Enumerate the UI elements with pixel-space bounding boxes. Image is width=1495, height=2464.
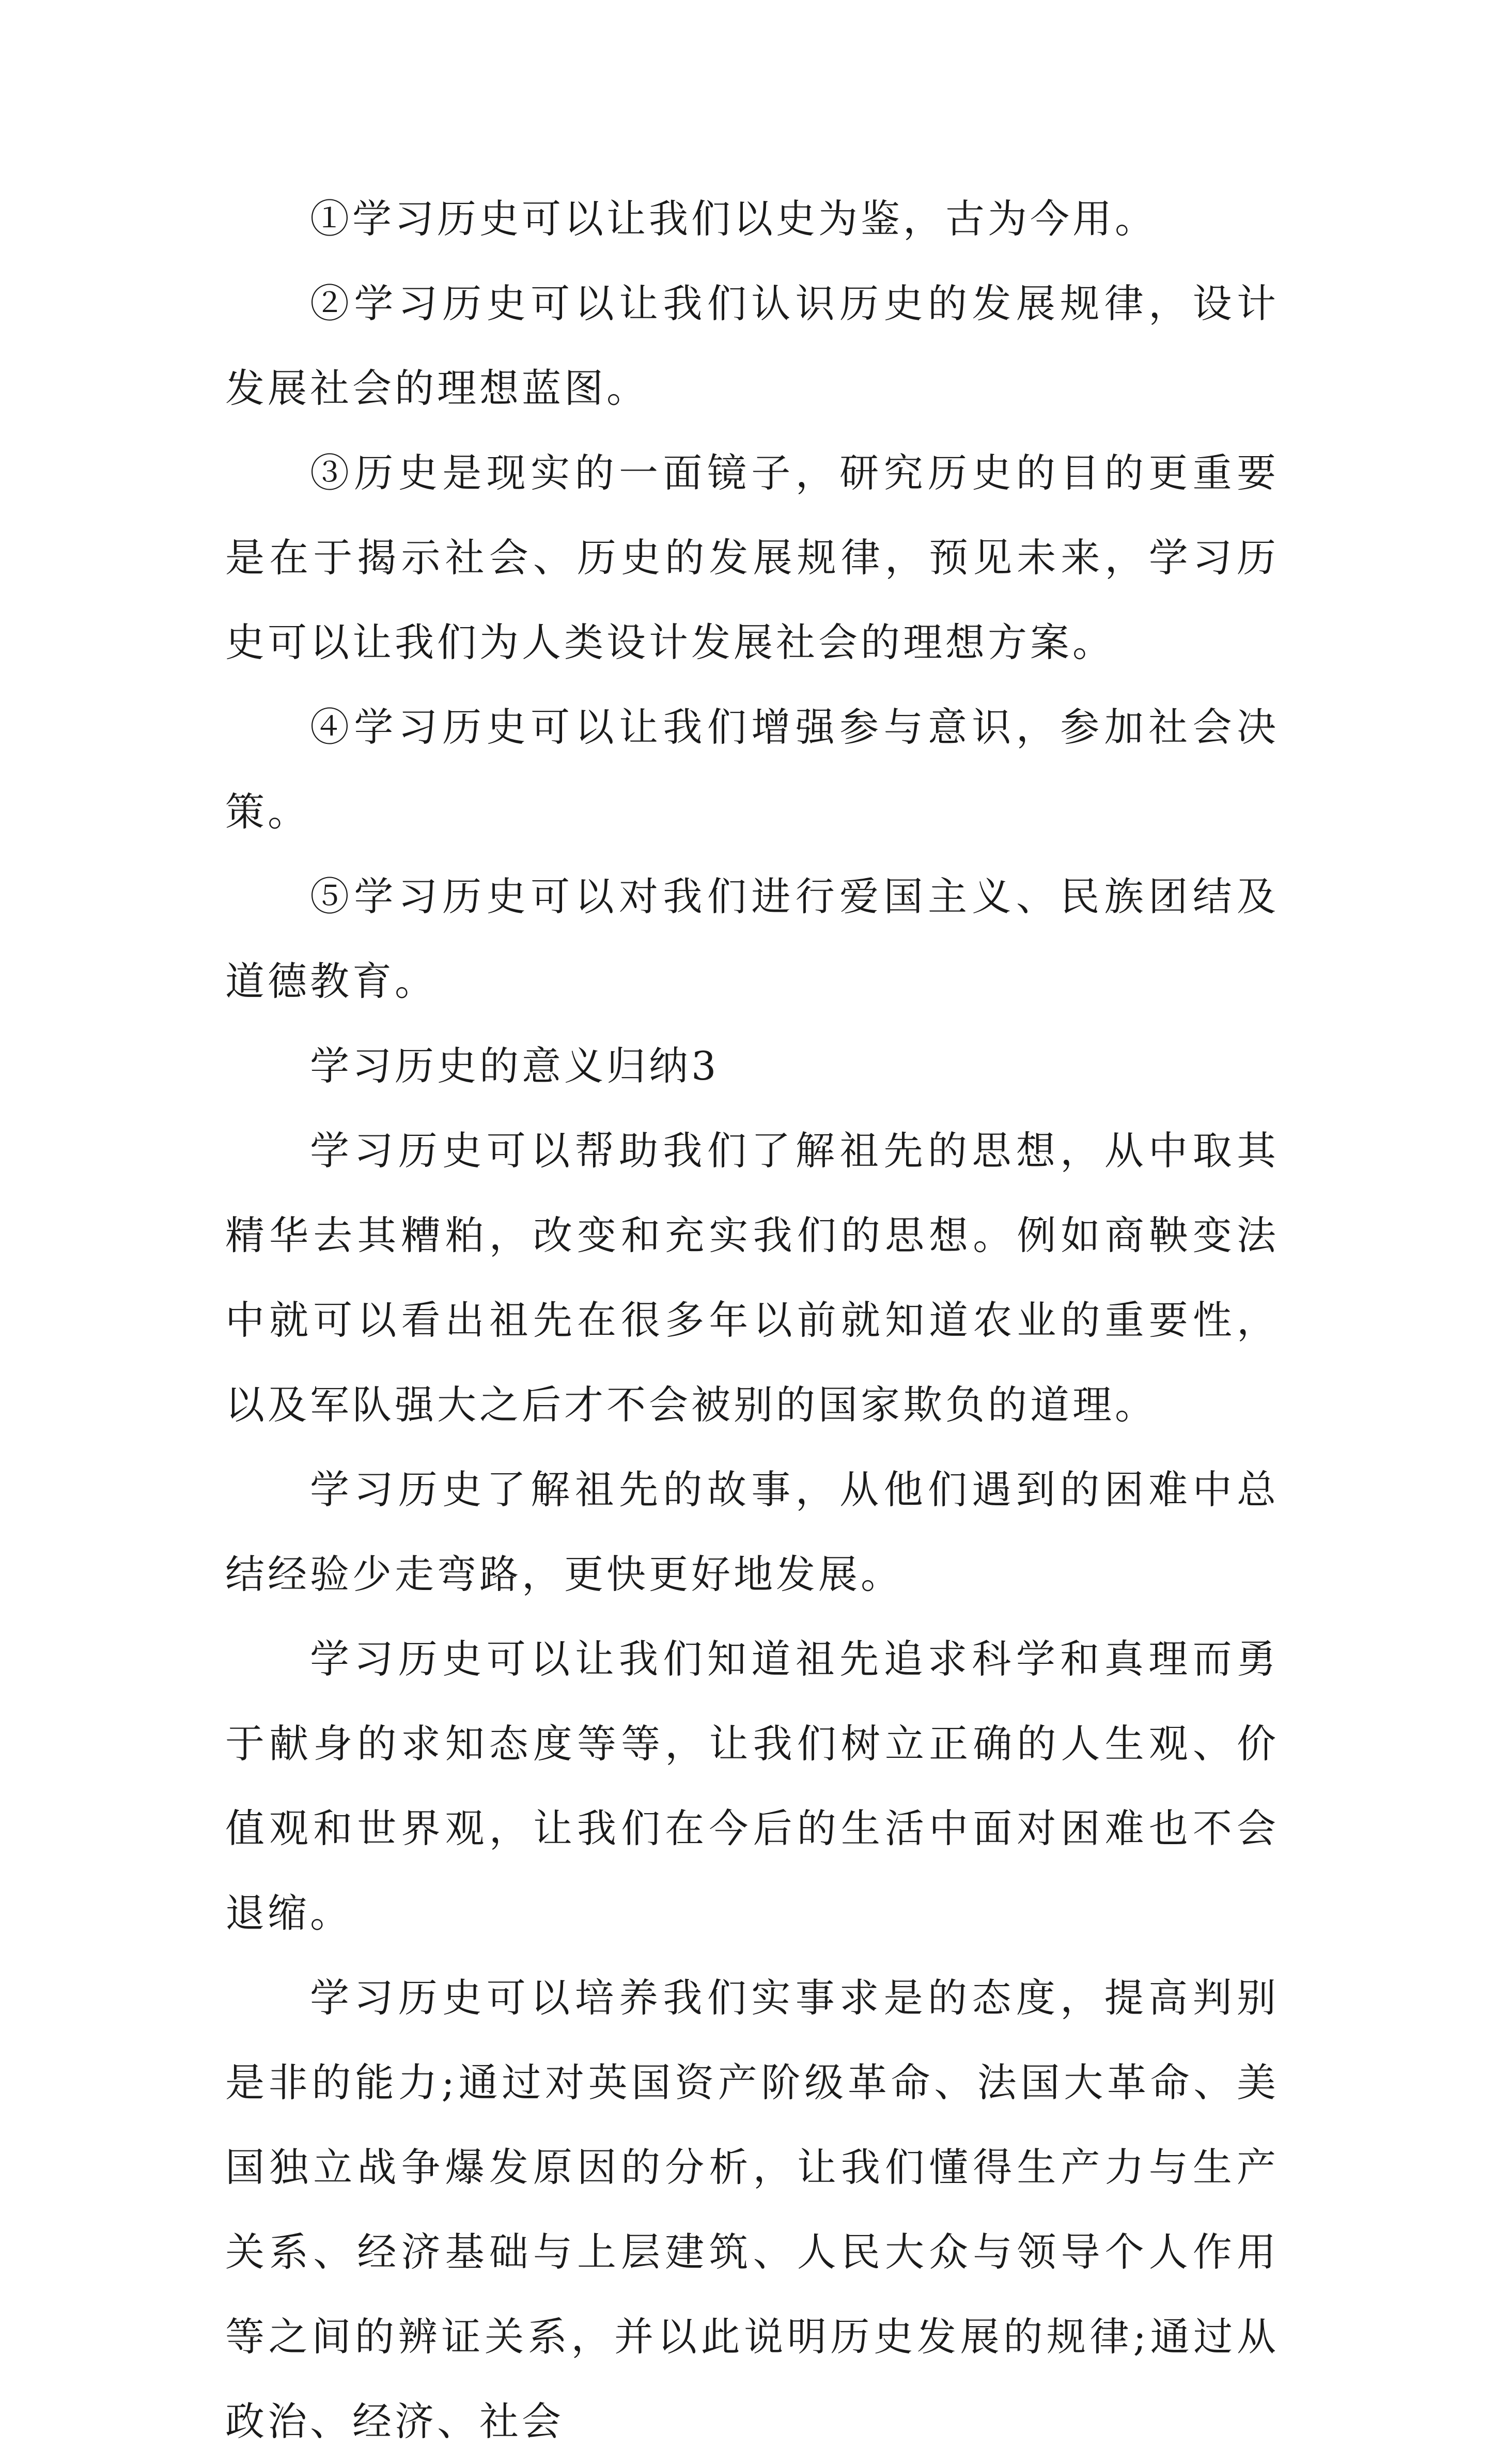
section-heading: 学习历史的意义归纳3 — [310, 1043, 720, 1089]
paragraph-9: 学习历史可以培养我们实事求是的态度，提高判别是非的能力;通过对英国资产阶级革命、法国大革命、美国独立战争爆发原因的分析，让我们懂得生产力与生产关系、经济基础与上层建筑、人民大众与领导个人作用等之间的辨证关系，并以此说明历史发展的规律;通过从政治、经济、社会 — [225, 1975, 1279, 2444]
paragraph-2: ②学习历史可以让我们认识历史的发展规律，设计发展社会的理想蓝图。 — [225, 280, 1279, 411]
paragraph-4: ④学习历史可以让我们增强参与意识，参加社会决策。 — [225, 704, 1279, 835]
paragraph-7: 学习历史了解祖先的故事，从他们遇到的困难中总结经验少走弯路，更快更好地发展。 — [225, 1467, 1279, 1597]
paragraph-8: 学习历史可以让我们知道祖先追求科学和真理而勇于献身的求知态度等等，让我们树立正确的人生观、价值观和世界观，让我们在今后的生活中面对困难也不会退缩。 — [225, 1636, 1279, 1936]
paragraph-6: 学习历史可以帮助我们了解祖先的思想，从中取其精华去其糟粕，改变和充实我们的思想。例如商鞅变法中就可以看出祖先在很多年以前就知道农业的重要性，以及军队强大之后才不会被别的国家欺负的道理。 — [225, 1128, 1279, 1428]
paragraph-5: ⑤学习历史可以对我们进行爱国主义、民族团结及道德教育。 — [225, 874, 1279, 1004]
paragraph-3: ③历史是现实的一面镜子，研究历史的目的更重要是在于揭示社会、历史的发展规律，预见未来，学习历史可以让我们为人类设计发展社会的理想方案。 — [225, 450, 1279, 665]
paragraph-1: ①学习历史可以让我们以史为鉴，古为今用。 — [310, 196, 1157, 242]
document-body — [225, 177, 1279, 2464]
